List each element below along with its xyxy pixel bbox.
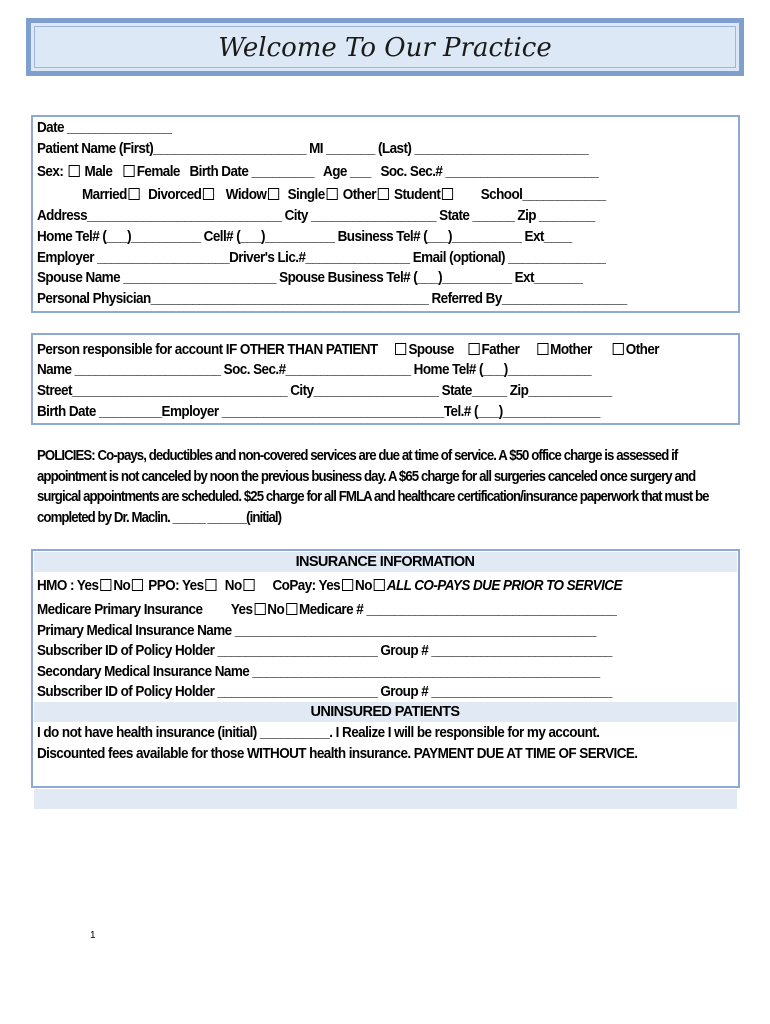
student-label: Student	[394, 187, 441, 203]
page-number: 1	[90, 930, 96, 941]
plan-type-row	[37, 577, 622, 595]
secondary-subscriber-field[interactable]: Subscriber ID of Policy Holder _______________________ Group # __________________________	[37, 684, 612, 700]
page-title: Welcome To Our Practice	[218, 33, 552, 63]
medicare-yes-label: Yes	[230, 602, 253, 618]
responsible-birthdate-field[interactable]: Birth Date _________Employer ________________________________Tel.# (___)______________	[37, 404, 600, 420]
marital-row	[82, 186, 606, 204]
age-field[interactable]: Age ___	[323, 164, 371, 180]
medicare-no-checkbox[interactable]	[286, 603, 297, 615]
medicare-yes-checkbox[interactable]	[254, 603, 265, 615]
responsible-label: Person responsible for account IF OTHER THAN PATIENT	[37, 342, 378, 358]
married-checkbox[interactable]	[129, 188, 140, 200]
spouse-label: Spouse	[408, 342, 454, 358]
ppo-label: PPO: Yes	[148, 578, 204, 594]
married-label: Married	[82, 187, 127, 203]
date-field[interactable]: Date _______________	[37, 120, 172, 136]
copay-no-checkbox[interactable]	[374, 579, 385, 591]
school-field[interactable]: School____________	[480, 187, 606, 203]
student-checkbox[interactable]	[442, 188, 453, 200]
divorced-checkbox[interactable]	[203, 188, 214, 200]
address-field[interactable]: Address____________________________ City __________________ State ______ Zip ________	[37, 208, 595, 224]
insurance-header: INSURANCE INFORMATION	[295, 554, 475, 570]
copay-yes-checkbox[interactable]	[342, 579, 353, 591]
hmo-no-label: No	[113, 578, 131, 594]
single-checkbox[interactable]	[327, 188, 338, 200]
footer-bar	[34, 789, 737, 809]
mother-label: Mother	[550, 342, 592, 358]
copay-label: CoPay: Yes	[272, 578, 341, 594]
other-label: Other	[342, 187, 376, 203]
female-checkbox[interactable]	[124, 165, 135, 177]
widow-checkbox[interactable]	[268, 188, 279, 200]
physician-field[interactable]: Personal Physician________________________________________ Referred By__________________	[37, 291, 627, 307]
medicare-no-label: No	[267, 602, 285, 618]
male-checkbox[interactable]	[68, 165, 79, 177]
male-label: Male	[84, 164, 113, 180]
title-banner	[26, 18, 744, 76]
responsible-street-field[interactable]: Street_______________________________ City__________________ State_____ Zip____________	[37, 383, 612, 399]
birth-date-field[interactable]: Birth Date _________	[189, 164, 314, 180]
medicare-row	[37, 601, 616, 619]
sex-label: Sex:	[37, 164, 64, 180]
uninsured-header: UNINSURED PATIENTS	[310, 704, 460, 720]
responsible-name-field[interactable]: Name _____________________ Soc. Sec.#__________________ Home Tel# (___)____________	[37, 362, 592, 378]
father-label: Father	[481, 342, 520, 358]
hmo-label: HMO : Yes	[37, 578, 99, 594]
ppo-yes-checkbox[interactable]	[205, 579, 216, 591]
female-label: Female	[136, 164, 180, 180]
hmo-yes-checkbox[interactable]	[100, 579, 111, 591]
patient-name-field[interactable]: Patient Name (First)______________________ MI _______ (Last) _________________________	[37, 141, 589, 157]
other-checkbox[interactable]	[378, 188, 389, 200]
copay-note: ALL CO-PAYS DUE PRIOR TO SERVICE	[386, 578, 622, 594]
primary-insurance-field[interactable]: Primary Medical Insurance Name ____________________________________________________	[37, 623, 596, 639]
policies-text: POLICIES: Co-pays, deductibles and non-covered services are due at time of service. A $50 office charge is assessed if appointment is not canceled by noon the previous business day. A $65 charge for all surgeries canceled once surgery and surgical appointments are scheduled. $25 charge for all FMLA and healthcare certification/insurance paperwork that must be completed by Dr. Maclin. _____ ______(initial)	[37, 448, 709, 526]
spouse-checkbox[interactable]	[395, 343, 406, 355]
medicare-number-field[interactable]: Medicare # ____________________________________	[299, 602, 617, 618]
divorced-label: Divorced	[148, 187, 202, 203]
responsible-other-label: Other	[625, 342, 659, 358]
ppo-no-checkbox[interactable]	[244, 579, 255, 591]
uninsured-note: Discounted fees available for those WITHOUT health insurance. PAYMENT DUE AT TIME OF SERVICE.	[37, 746, 638, 762]
responsible-other-checkbox[interactable]	[613, 343, 624, 355]
responsible-row	[37, 341, 659, 359]
uninsured-initial-field[interactable]: I do not have health insurance (initial) __________. I Realize I will be responsible for my account.	[37, 725, 600, 741]
mother-checkbox[interactable]	[537, 343, 548, 355]
phone-fields[interactable]: Home Tel# (___)__________ Cell# (___)__________ Business Tel# (___)__________ Ext____	[37, 229, 572, 245]
sex-row	[37, 163, 598, 181]
single-label: Single	[287, 187, 325, 203]
father-checkbox[interactable]	[468, 343, 479, 355]
ppo-no-label: No	[224, 578, 242, 594]
copay-no-label: No	[355, 578, 372, 594]
spouse-field[interactable]: Spouse Name ______________________ Spouse Business Tel# (___)__________ Ext_______	[37, 270, 583, 286]
medicare-primary-label: Medicare Primary Insurance	[37, 602, 203, 618]
primary-subscriber-field[interactable]: Subscriber ID of Policy Holder _______________________ Group # __________________________	[37, 643, 612, 659]
hmo-no-checkbox[interactable]	[132, 579, 143, 591]
soc-sec-field[interactable]: Soc. Sec.# ______________________	[380, 164, 599, 180]
widow-label: Widow	[225, 187, 267, 203]
employer-field[interactable]: Employer ___________________Driver's Lic.#_______________ Email (optional) ______________	[37, 250, 606, 266]
secondary-insurance-field[interactable]: Secondary Medical Insurance Name __________________________________________________	[37, 664, 600, 680]
